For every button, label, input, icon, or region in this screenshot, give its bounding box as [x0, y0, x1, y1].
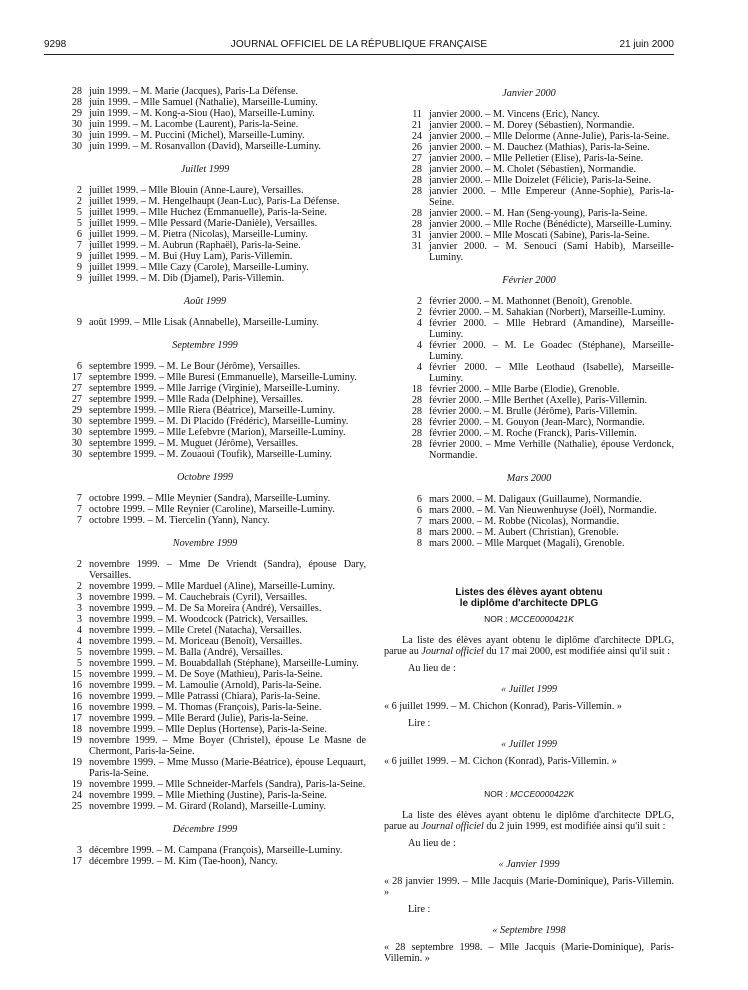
list-entry	[44, 636, 366, 647]
entry-day: 30	[71, 416, 82, 427]
entry-day: 28	[411, 164, 422, 175]
entry-day: 7	[76, 515, 82, 526]
journal-title: JOURNAL OFFICIEL DE LA RÉPUBLIQUE FRANÇAISE	[230, 39, 488, 50]
list-entry	[384, 120, 674, 131]
entry-text: novembre 1999. – Mme De Vriendt (Sandra), épouse Dary, Versailles.	[89, 559, 366, 581]
list-entry	[44, 86, 366, 97]
entry-day: 27	[411, 153, 422, 164]
list-entry	[44, 504, 366, 515]
entry-text: janvier 2000. – Mlle Roche (Bénédicte), Marseille-Luminy.	[429, 219, 672, 230]
au-lieu-de-1: Au lieu de :	[408, 663, 456, 674]
page-number: 9298	[44, 39, 67, 50]
entry-text: janvier 2000. – M. Senouci (Sami Habib), Marseille-Luminy.	[429, 241, 674, 263]
entry-day: 2	[76, 581, 82, 592]
entry-day: 6	[76, 229, 82, 240]
entry-day: 5	[76, 647, 82, 658]
list-entry	[44, 449, 366, 460]
entry-text: novembre 1999. – Mlle Marduel (Aline), Marseille-Luminy.	[89, 581, 335, 592]
list-entry	[44, 680, 366, 691]
list-entry	[44, 207, 366, 218]
entry-day: 9	[76, 262, 82, 273]
entry-text: octobre 1999. – Mlle Meynier (Sandra), Marseille-Luminy.	[89, 493, 331, 504]
list-entry	[384, 428, 674, 439]
entry-day: 29	[71, 108, 82, 119]
list-entry	[44, 218, 366, 229]
entry-text: septembre 1999. – M. Muguet (Jérôme), Versailles.	[89, 438, 299, 449]
entry-text: novembre 1999. – M. Lamoulie (Arnold), Paris-la-Seine.	[89, 680, 322, 691]
entry-day: 4	[76, 625, 82, 636]
entry-day: 25	[71, 801, 82, 812]
list-entry	[44, 735, 366, 757]
list-entry	[44, 603, 366, 614]
list-entry	[44, 801, 366, 812]
entry-text: juillet 1999. – M. Dib (Djamel), Paris-Villemin.	[89, 273, 285, 284]
entry-day: 3	[76, 614, 82, 625]
entry-day: 9	[76, 273, 82, 284]
entry-text: février 2000. – M. Roche (Franck), Paris-Villemin.	[429, 428, 637, 439]
entry-day: 28	[411, 208, 422, 219]
list-entry	[44, 702, 366, 713]
au-lieu-de-2: Au lieu de :	[408, 838, 456, 849]
lire-2: Lire :	[408, 904, 431, 915]
entry-day: 2	[416, 296, 422, 307]
entry-text: juillet 1999. – M. Aubrun (Raphaël), Paris-la-Seine.	[89, 240, 301, 251]
entry-day: 28	[71, 86, 82, 97]
entry-text: juillet 1999. – M. Pietra (Nicolas), Marseille-Luminy.	[89, 229, 308, 240]
list-entry	[384, 230, 674, 241]
entry-text: novembre 1999. – M. Thomas (François), Paris-la-Seine.	[89, 702, 322, 713]
entry-text: janvier 2000. – Mlle Pelletier (Elise), Paris-la-Seine.	[429, 153, 644, 164]
entry-text: septembre 1999. – Mlle Buresi (Emmanuelle), Marseille-Luminy.	[89, 372, 357, 383]
entry-day: 8	[416, 527, 422, 538]
list-entry	[44, 130, 366, 141]
entry-text: septembre 1999. – Mlle Jarrige (Virginie), Marseille-Luminy.	[89, 383, 340, 394]
entry-text: février 2000. – M. Le Goadec (Stéphane), Marseille-Luminy.	[429, 340, 674, 362]
list-entry	[44, 438, 366, 449]
list-entry	[44, 515, 366, 526]
entry-day: 29	[71, 405, 82, 416]
list-entry	[44, 724, 366, 735]
month-heading: « Septembre 1998	[492, 925, 566, 936]
entry-day: 16	[71, 680, 82, 691]
entry-day: 19	[71, 757, 82, 768]
nor-code: MCCE0000422K	[510, 789, 574, 799]
nor-label: NOR :	[484, 789, 508, 799]
entry-day: 5	[76, 218, 82, 229]
list-entry	[384, 527, 674, 538]
entry-text: janvier 2000. – Mlle Delorme (Anne-Julie), Paris-la-Seine.	[429, 131, 670, 142]
month-heading: « Juillet 1999	[500, 739, 558, 750]
quoted-entry: « 6 juillet 1999. – M. Cichon (Konrad), Paris-Villemin. »	[384, 756, 617, 767]
entry-day: 28	[411, 428, 422, 439]
header-rule	[44, 54, 674, 55]
entry-text: août 1999. – Mlle Lisak (Annabelle), Marseille-Luminy.	[89, 317, 319, 328]
entry-day: 15	[71, 669, 82, 680]
quoted-entry: « 28 septembre 1998. – Mlle Jacquis (Marie-Dominique), Paris-Villemin. »	[384, 942, 674, 964]
entry-text: décembre 1999. – M. Campana (François), Marseille-Luminy.	[89, 845, 343, 856]
entry-day: 24	[411, 131, 422, 142]
entry-day: 18	[71, 724, 82, 735]
issue-date: 21 juin 2000	[619, 39, 674, 50]
list-entry	[44, 119, 366, 130]
nor-reference-1	[384, 614, 674, 625]
entry-text: mars 2000. – M. Daligaux (Guillaume), Normandie.	[429, 494, 642, 505]
month-heading: Janvier 2000	[502, 88, 556, 99]
entry-day: 31	[411, 241, 422, 252]
entry-day: 28	[411, 186, 422, 197]
entry-text: juin 1999. – M. Lacombe (Laurent), Paris-la-Seine.	[89, 119, 299, 130]
entry-day: 17	[71, 856, 82, 867]
list-entry	[44, 614, 366, 625]
entry-text: février 2000. – M. Sahakian (Norbert), Marseille-Luminy.	[429, 307, 666, 318]
list-entry	[384, 516, 674, 527]
entry-day: 8	[416, 538, 422, 549]
entry-day: 28	[411, 395, 422, 406]
month-heading: « Juillet 1999	[500, 684, 558, 695]
amendment-paragraph-1: La liste des élèves ayant obtenu le diplôme d'architecte DPLG, parue au Journal officiel du 17 mai 2000, est modifiée ainsi qu'il suit :	[384, 635, 674, 657]
page-header	[44, 39, 674, 53]
entry-day: 9	[76, 317, 82, 328]
lire-1: Lire :	[408, 718, 431, 729]
entry-day: 27	[71, 394, 82, 405]
entry-day: 11	[412, 109, 422, 120]
list-entry	[384, 296, 674, 307]
month-heading: Mars 2000	[506, 473, 552, 484]
list-entry	[44, 361, 366, 372]
entry-day: 26	[411, 142, 422, 153]
entry-text: janvier 2000. – Mlle Moscati (Sabine), Paris-la-Seine.	[429, 230, 650, 241]
list-entry	[44, 229, 366, 240]
entry-text: novembre 1999. – Mlle Schneider-Marfels (Sandra), Paris-la-Seine.	[89, 779, 366, 790]
list-entry	[44, 427, 366, 438]
month-heading: Décembre 1999	[172, 824, 238, 835]
entry-text: juillet 1999. – M. Hengelhaupt (Jean-Luc), Paris-La Défense.	[89, 196, 340, 207]
list-entry	[384, 109, 674, 120]
entry-text: juin 1999. – M. Rosanvallon (David), Marseille-Luminy.	[89, 141, 321, 152]
list-entry	[384, 164, 674, 175]
entry-text: septembre 1999. – M. Di Placido (Frédéric), Marseille-Luminy.	[89, 416, 349, 427]
entry-text: octobre 1999. – M. Tiercelin (Yann), Nancy.	[89, 515, 270, 526]
month-heading: « Janvier 1999	[498, 859, 560, 870]
list-entry	[384, 494, 674, 505]
entry-day: 2	[416, 307, 422, 318]
entry-day: 28	[71, 97, 82, 108]
entry-day: 17	[71, 713, 82, 724]
entry-text: février 2000. – M. Mathonnet (Benoît), Grenoble.	[429, 296, 633, 307]
entry-day: 3	[76, 845, 82, 856]
section-title-line1: Listes des élèves ayant obtenu	[455, 587, 603, 598]
list-entry	[384, 175, 674, 186]
entry-text: juillet 1999. – Mlle Blouin (Anne-Laure), Versailles.	[89, 185, 304, 196]
entry-day: 17	[71, 372, 82, 383]
right-month-lists	[384, 88, 674, 549]
list-entry	[384, 219, 674, 230]
list-entry	[44, 108, 366, 119]
list-entry	[44, 757, 366, 779]
entry-text: novembre 1999. – Mlle Cretel (Natacha), Versailles.	[89, 625, 302, 636]
entry-day: 30	[71, 427, 82, 438]
list-entry	[44, 559, 366, 581]
entry-text: juillet 1999. – M. Bui (Huy Lam), Paris-Villemin.	[89, 251, 293, 262]
list-entry	[384, 318, 674, 340]
nor-reference-2	[384, 789, 674, 800]
list-entry	[44, 416, 366, 427]
list-entry	[44, 185, 366, 196]
entry-text: janvier 2000. – M. Dauchez (Mathias), Paris-la-Seine.	[429, 142, 650, 153]
entry-day: 4	[416, 362, 422, 373]
entry-day: 16	[71, 691, 82, 702]
entry-text: février 2000. – Mme Verhille (Nathalie), épouse Verdonck, Normandie.	[429, 439, 674, 461]
entry-day: 6	[416, 494, 422, 505]
entry-day: 30	[71, 130, 82, 141]
entry-text: février 2000. – M. Brulle (Jérôme), Paris-Villemin.	[429, 406, 638, 417]
list-entry	[44, 647, 366, 658]
entry-text: novembre 1999. – M. Woodcock (Patrick), Versailles.	[89, 614, 308, 625]
entry-day: 2	[76, 559, 82, 570]
entry-day: 7	[76, 240, 82, 251]
list-entry	[44, 141, 366, 152]
list-entry	[44, 394, 366, 405]
entry-text: juillet 1999. – Mlle Huchez (Emmanuelle), Paris-la-Seine.	[89, 207, 327, 218]
entry-day: 28	[411, 406, 422, 417]
list-entry	[44, 372, 366, 383]
entry-text: novembre 1999. – Mlle Deplus (Hortense), Paris-la-Seine.	[89, 724, 327, 735]
list-entry	[44, 251, 366, 262]
entry-text: juin 1999. – M. Marie (Jacques), Paris-La Défense.	[89, 86, 299, 97]
list-entry	[384, 131, 674, 142]
entry-text: novembre 1999. – M. Balla (André), Versailles.	[89, 647, 283, 658]
entry-day: 4	[76, 636, 82, 647]
list-entry	[44, 691, 366, 702]
entry-text: novembre 1999. – Mlle Patrassi (Chiara), Paris-la-Seine.	[89, 691, 321, 702]
amendment-paragraph-2: La liste des élèves ayant obtenu le diplôme d'architecte DPLG, parue au Journal officiel du 2 juin 1999, est modifiée ainsi qu'il suit :	[384, 810, 674, 832]
list-entry	[44, 845, 366, 856]
entry-text: novembre 1999. – Mlle Miething (Justine), Paris-la-Seine.	[89, 790, 327, 801]
month-heading: Septembre 1999	[172, 340, 238, 351]
entry-text: septembre 1999. – Mlle Rada (Delphine), Versailles.	[89, 394, 303, 405]
entry-day: 2	[76, 196, 82, 207]
month-heading: Juillet 1999	[180, 164, 230, 175]
entry-text: novembre 1999. – M. Moriceau (Benoît), Versailles.	[89, 636, 303, 647]
entry-day: 3	[76, 603, 82, 614]
entry-text: mars 2000. – M. Aubert (Christian), Grenoble.	[429, 527, 619, 538]
entry-text: juin 1999. – M. Kong-a-Siou (Hao), Marseille-Luminy.	[89, 108, 315, 119]
list-entry	[44, 273, 366, 284]
entry-day: 6	[76, 361, 82, 372]
entry-day: 19	[71, 779, 82, 790]
entry-text: juin 1999. – Mlle Samuel (Nathalie), Marseille-Luminy.	[89, 97, 318, 108]
entry-text: février 2000. – Mlle Leothaud (Isabelle), Marseille-Luminy.	[429, 362, 674, 384]
list-entry	[44, 97, 366, 108]
entry-text: janvier 2000. – M. Han (Seng-young), Paris-la-Seine.	[429, 208, 648, 219]
entry-text: juin 1999. – M. Puccini (Michel), Marseille-Luminy.	[89, 130, 305, 141]
entry-text: novembre 1999. – M. Girard (Roland), Marseille-Luminy.	[89, 801, 326, 812]
entry-text: janvier 2000. – Mlle Doizelet (Félicie), Paris-la-Seine.	[429, 175, 652, 186]
entry-day: 24	[71, 790, 82, 801]
entry-text: mars 2000. – M. Van Nieuwenhuyse (Joël), Normandie.	[429, 505, 657, 516]
list-entry	[384, 142, 674, 153]
quoted-entry: « 6 juillet 1999. – M. Chichon (Konrad), Paris-Villemin. »	[384, 701, 622, 712]
entry-text: février 2000. – Mlle Barbe (Elodie), Grenoble.	[429, 384, 620, 395]
nor-code: MCCE0000421K	[510, 614, 574, 624]
right-column	[384, 88, 674, 968]
entry-text: novembre 1999. – M. Bouabdallah (Stéphane), Marseille-Luminy.	[89, 658, 359, 669]
entry-text: février 2000. – Mlle Berthet (Axelle), Paris-Villemin.	[429, 395, 648, 406]
list-entry	[384, 395, 674, 406]
entry-day: 30	[71, 449, 82, 460]
entry-day: 2	[76, 185, 82, 196]
entry-text: novembre 1999. – M. De Soye (Mathieu), Paris-la-Seine.	[89, 669, 323, 680]
entry-day: 3	[76, 592, 82, 603]
list-entry	[44, 317, 366, 328]
list-entry	[384, 208, 674, 219]
month-heading: Août 1999	[183, 296, 227, 307]
list-entry	[44, 383, 366, 394]
month-heading: Octobre 1999	[177, 472, 233, 483]
entry-day: 19	[71, 735, 82, 746]
entry-text: novembre 1999. – M. Cauchebrais (Cyril), Versailles.	[89, 592, 308, 603]
list-entry	[384, 362, 674, 384]
entry-day: 4	[416, 340, 422, 351]
list-entry	[384, 505, 674, 516]
entry-day: 30	[71, 119, 82, 130]
entry-text: mars 2000. – M. Robbe (Nicolas), Normandie.	[429, 516, 620, 527]
entry-text: octobre 1999. – Mlle Reynier (Caroline), Marseille-Luminy.	[89, 504, 335, 515]
entry-day: 7	[416, 516, 422, 527]
entry-day: 31	[411, 230, 422, 241]
entry-day: 28	[411, 219, 422, 230]
list-entry	[44, 790, 366, 801]
list-entry	[44, 581, 366, 592]
entry-day: 5	[76, 658, 82, 669]
entry-text: novembre 1999. – Mme Musso (Marie-Béatrice), épouse Lequaurt, Paris-la-Seine.	[89, 757, 366, 779]
entry-day: 28	[411, 417, 422, 428]
entry-text: novembre 1999. – M. De Sa Moreira (André), Versailles.	[89, 603, 322, 614]
list-entry	[384, 153, 674, 164]
entry-text: mars 2000. – Mlle Marquet (Magali), Grenoble.	[429, 538, 625, 549]
list-entry	[44, 625, 366, 636]
entry-text: septembre 1999. – M. Le Bour (Jérôme), Versailles.	[89, 361, 301, 372]
entry-day: 7	[76, 493, 82, 504]
list-entry	[384, 417, 674, 428]
entry-day: 18	[411, 384, 422, 395]
entry-text: septembre 1999. – M. Zouaoui (Toufik), Marseille-Luminy.	[89, 449, 333, 460]
entry-text: janvier 2000. – M. Cholet (Sébastien), Normandie.	[429, 164, 637, 175]
list-entry	[44, 669, 366, 680]
entry-text: février 2000. – M. Gouyon (Jean-Marc), Normandie.	[429, 417, 645, 428]
entry-day: 5	[76, 207, 82, 218]
list-entry	[384, 307, 674, 318]
month-heading: Février 2000	[502, 275, 556, 286]
entry-text: septembre 1999. – Mlle Lefebvre (Marion), Marseille-Luminy.	[89, 427, 346, 438]
entry-text: novembre 1999. – Mlle Berard (Julie), Paris-la-Seine.	[89, 713, 309, 724]
left-column	[44, 86, 366, 867]
list-entry	[44, 658, 366, 669]
nor-label: NOR :	[484, 614, 508, 624]
entry-day: 28	[411, 175, 422, 186]
entry-text: septembre 1999. – Mlle Riera (Béatrice), Marseille-Luminy.	[89, 405, 335, 416]
entry-day: 30	[71, 438, 82, 449]
list-entry	[44, 240, 366, 251]
list-entry	[44, 196, 366, 207]
list-entry	[384, 384, 674, 395]
list-entry	[384, 439, 674, 461]
list-entry	[44, 779, 366, 790]
entry-day: 9	[76, 251, 82, 262]
list-entry	[384, 340, 674, 362]
list-entry	[44, 493, 366, 504]
list-entry	[384, 241, 674, 263]
list-entry	[44, 405, 366, 416]
list-entry	[44, 856, 366, 867]
month-heading: Novembre 1999	[172, 538, 238, 549]
entry-day: 27	[71, 383, 82, 394]
entry-text: janvier 2000. – Mlle Empereur (Anne-Sophie), Paris-la-Seine.	[429, 186, 674, 208]
entry-day: 28	[411, 439, 422, 450]
entry-text: juillet 1999. – Mlle Pessard (Marie-Danièle), Versailles.	[89, 218, 318, 229]
entry-day: 16	[71, 702, 82, 713]
entry-text: janvier 2000. – M. Vincens (Eric), Nancy.	[429, 109, 600, 120]
list-entry	[44, 592, 366, 603]
entry-text: juillet 1999. – Mlle Cazy (Carole), Marseille-Luminy.	[89, 262, 309, 273]
entry-day: 21	[411, 120, 422, 131]
entry-text: novembre 1999. – Mme Boyer (Christel), épouse Le Masne de Chermont, Paris-la-Seine.	[89, 735, 366, 757]
list-entry	[384, 538, 674, 549]
entry-text: février 2000. – Mlle Hebrard (Amandine), Marseille-Luminy.	[429, 318, 674, 340]
entry-day: 30	[71, 141, 82, 152]
entry-day: 6	[416, 505, 422, 516]
quoted-entry: « 28 janvier 1999. – Mlle Jacquis (Marie-Dominique), Paris-Villemin. »	[384, 876, 674, 898]
list-entry	[384, 186, 674, 208]
entry-text: décembre 1999. – M. Kim (Tae-hoon), Nancy.	[89, 856, 278, 867]
list-entry	[384, 406, 674, 417]
section-title	[384, 587, 674, 609]
entry-day: 4	[416, 318, 422, 329]
entry-text: janvier 2000. – M. Dorey (Sébastien), Normandie.	[429, 120, 635, 131]
entry-day: 7	[76, 504, 82, 515]
list-entry	[44, 262, 366, 273]
section-title-line2: le diplôme d'architecte DPLG	[459, 598, 599, 609]
list-entry	[44, 713, 366, 724]
